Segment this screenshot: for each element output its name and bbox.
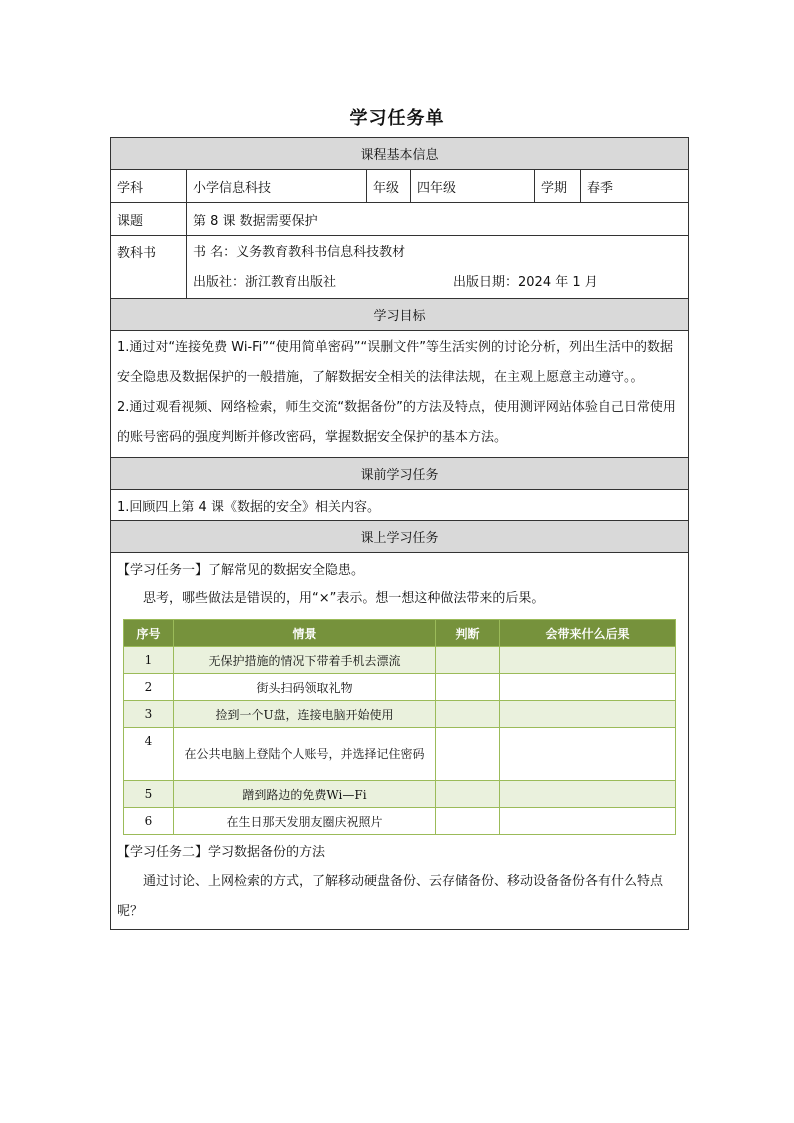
table-row xyxy=(124,728,676,781)
scenario-table xyxy=(123,619,676,835)
table-row xyxy=(124,674,676,701)
header-judge: 判断 xyxy=(436,620,500,647)
result-cell[interactable] xyxy=(500,674,676,701)
publisher-row xyxy=(193,268,682,298)
row-no: 5 xyxy=(124,781,174,808)
grade-label: 年级 xyxy=(367,170,411,203)
section-basic-info: 课程基本信息 xyxy=(111,138,689,170)
textbook-label: 教科书 xyxy=(111,236,187,299)
row-no: 6 xyxy=(124,808,174,835)
subject-label: 学科 xyxy=(111,170,187,203)
topic-label: 课题 xyxy=(111,203,187,236)
task1-heading: 【学习任务一】了解常见的数据安全隐患。 xyxy=(117,563,365,578)
topic-value: 第 8 课 数据需要保护 xyxy=(187,203,689,236)
subject-value: 小学信息科技 xyxy=(187,170,367,203)
row-scene: 在公共电脑上登陆个人账号，并选择记住密码 xyxy=(174,728,436,781)
judge-cell[interactable] xyxy=(436,674,500,701)
page-title: 学习任务单 xyxy=(349,108,445,129)
section-class-tasks: 课上学习任务 xyxy=(111,521,689,553)
row-no: 3 xyxy=(124,701,174,728)
row-scene: 蹭到路边的免费Wi—Fi xyxy=(174,781,436,808)
goal-2: 2.通过观看视频、网络检索，师生交流“数据备份”的方法及特点，使用测评网站体验自己日常使用的账号密码的强度判断并修改密码，掌握数据安全保护的基本方法。 xyxy=(117,400,676,445)
publisher: 出版社：浙江教育出版社 xyxy=(193,275,337,290)
table-row xyxy=(124,701,676,728)
class-tasks-content xyxy=(111,553,689,930)
judge-cell[interactable] xyxy=(436,781,500,808)
row-scene: 无保护措施的情况下带着手机去漂流 xyxy=(174,647,436,674)
textbook-name: 书 名：义务教育教科书信息科技教材 xyxy=(193,245,406,260)
section-goals: 学习目标 xyxy=(111,299,689,331)
row-no: 4 xyxy=(124,728,174,781)
table-row xyxy=(124,781,676,808)
term-value: 春季 xyxy=(581,170,689,203)
row-no: 1 xyxy=(124,647,174,674)
row-scene: 在生日那天发朋友圈庆祝照片 xyxy=(174,808,436,835)
result-cell[interactable] xyxy=(500,781,676,808)
task2-heading: 【学习任务二】学习数据备份的方法 xyxy=(117,845,326,860)
header-result: 会带来什么后果 xyxy=(500,620,676,647)
result-cell[interactable] xyxy=(500,728,676,781)
task1-prompt: 思考，哪些做法是错误的，用“×”表示。想一想这种做法带来的后果。 xyxy=(143,591,545,606)
row-no: 2 xyxy=(124,674,174,701)
pre-task-1: 1.回顾四上第 4 课《数据的安全》相关内容。 xyxy=(111,490,689,521)
result-cell[interactable] xyxy=(500,808,676,835)
study-task-table xyxy=(110,137,689,930)
row-scene: 街头扫码领取礼物 xyxy=(174,674,436,701)
publish-date: 出版日期：2024 年 1 月 xyxy=(453,275,598,290)
header-scene: 情景 xyxy=(174,620,436,647)
row-scene: 捡到一个U盘，连接电脑开始使用 xyxy=(174,701,436,728)
textbook-info xyxy=(187,236,689,299)
goal-1: 1.通过对“连接免费 Wi-Fi”“使用简单密码”“误删文件”等生活实例的讨论分析，列出生活中的数据安全隐患及数据保护的一般措施，了解数据安全相关的法律法规，在主观上愿意主动遵守。。 xyxy=(117,340,673,385)
result-cell[interactable] xyxy=(500,647,676,674)
term-label: 学期 xyxy=(535,170,581,203)
goals-content xyxy=(111,331,689,458)
judge-cell[interactable] xyxy=(436,647,500,674)
grade-value: 四年级 xyxy=(411,170,535,203)
table-row xyxy=(124,647,676,674)
result-cell[interactable] xyxy=(500,701,676,728)
table-row xyxy=(124,808,676,835)
judge-cell[interactable] xyxy=(436,701,500,728)
section-pre-tasks: 课前学习任务 xyxy=(111,458,689,490)
judge-cell[interactable] xyxy=(436,808,500,835)
task2-body: 通过讨论、上网检索的方式，了解移动硬盘备份、云存储备份、移动设备备份各有什么特点呢？ xyxy=(117,874,664,919)
header-no: 序号 xyxy=(124,620,174,647)
judge-cell[interactable] xyxy=(436,728,500,781)
